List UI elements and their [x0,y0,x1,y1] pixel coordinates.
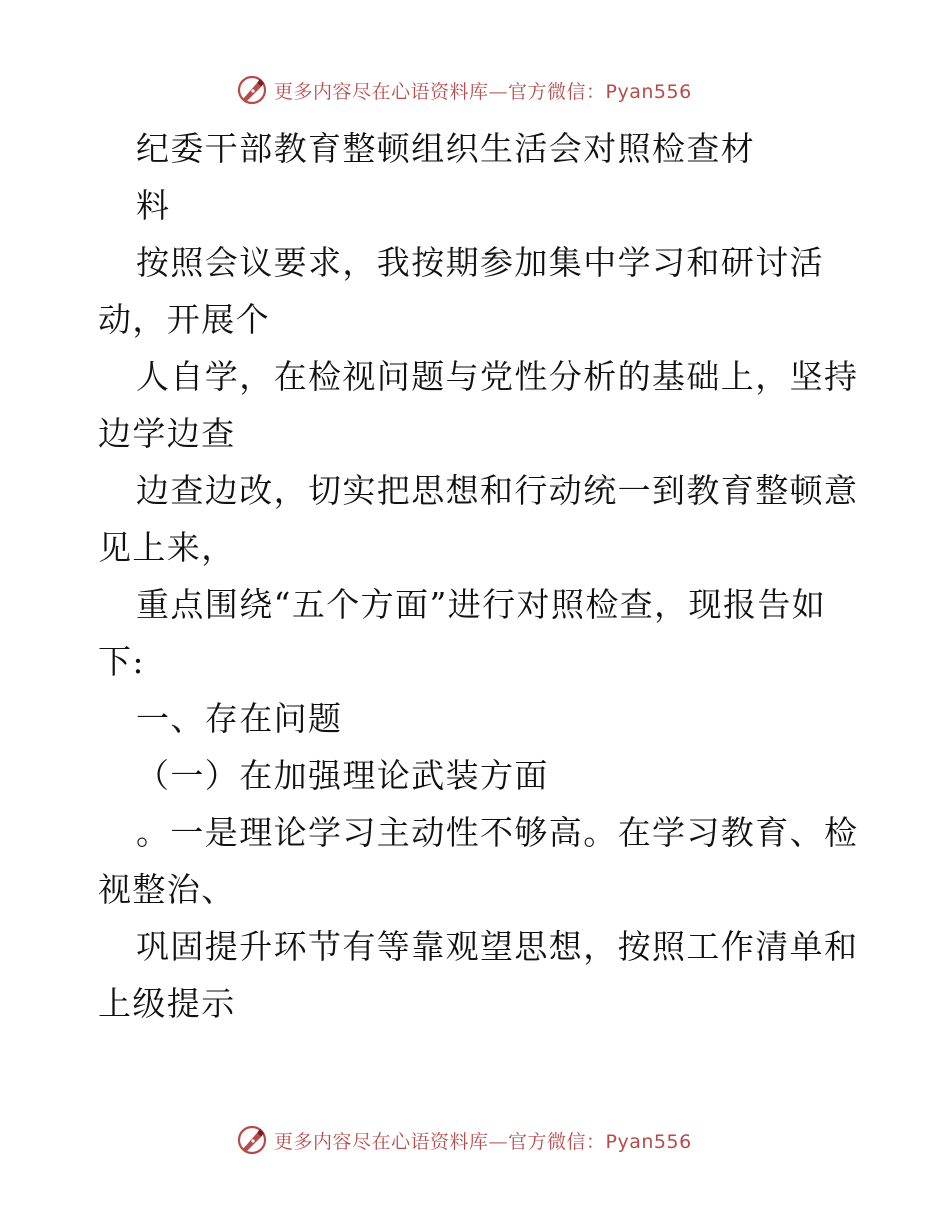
banner-text [274,1127,692,1154]
paragraph-1-line-2: 动，开展个 [98,300,270,339]
paragraph-2-line-2: 边学边查 [98,414,236,453]
banner-contact-text: 官方微信：Pyan556 [508,80,692,103]
document-title-line-1: 纪委干部教育整顿组织生活会对照检查材 [136,129,756,168]
section-heading-2: （一）在加强理论武装方面 [136,756,549,795]
paragraph-1-line-1: 按照会议要求，我按期参加集中学习和研讨活 [136,243,824,282]
bottom-banner [0,1120,950,1160]
paragraph-4-line-2: 下: [98,642,145,681]
document-title-line-2: 料 [136,186,171,225]
paragraph-3-line-2: 见上来， [98,528,236,567]
banner-separator: — [488,1130,509,1153]
top-banner [0,70,950,110]
paragraph-6-line-2: 上级提示 [98,984,236,1023]
paragraph-6-line-1: 巩固提升环节有等靠观望思想，按照工作清单和 [136,927,859,966]
banner-text [274,77,692,104]
document-body [98,120,858,1032]
banner-separator: — [488,80,509,103]
paragraph-5-line-2: 视整治、 [98,870,236,909]
paragraph-4-line-1: 重点围绕“五个方面”进行对照检查，现报告如 [136,585,827,624]
paragraph-3-line-1: 边查边改，切实把思想和行动统一到教育整顿意 [136,471,859,510]
paragraph-5-line-1: 。一是理论学习主动性不够高。在学习教育、检 [136,813,859,852]
section-heading-1: 一、存在问题 [136,699,343,738]
banner-site-text: 更多内容尽在心语资料库 [274,80,489,103]
banner-contact-text: 官方微信：Pyan556 [508,1130,692,1153]
pen-nib-logo-icon [236,1124,268,1156]
pen-nib-logo-icon [236,74,268,106]
banner-site-text: 更多内容尽在心语资料库 [274,1130,489,1153]
paragraph-2-line-1: 人自学，在检视问题与党性分析的基础上，坚持 [136,357,859,396]
